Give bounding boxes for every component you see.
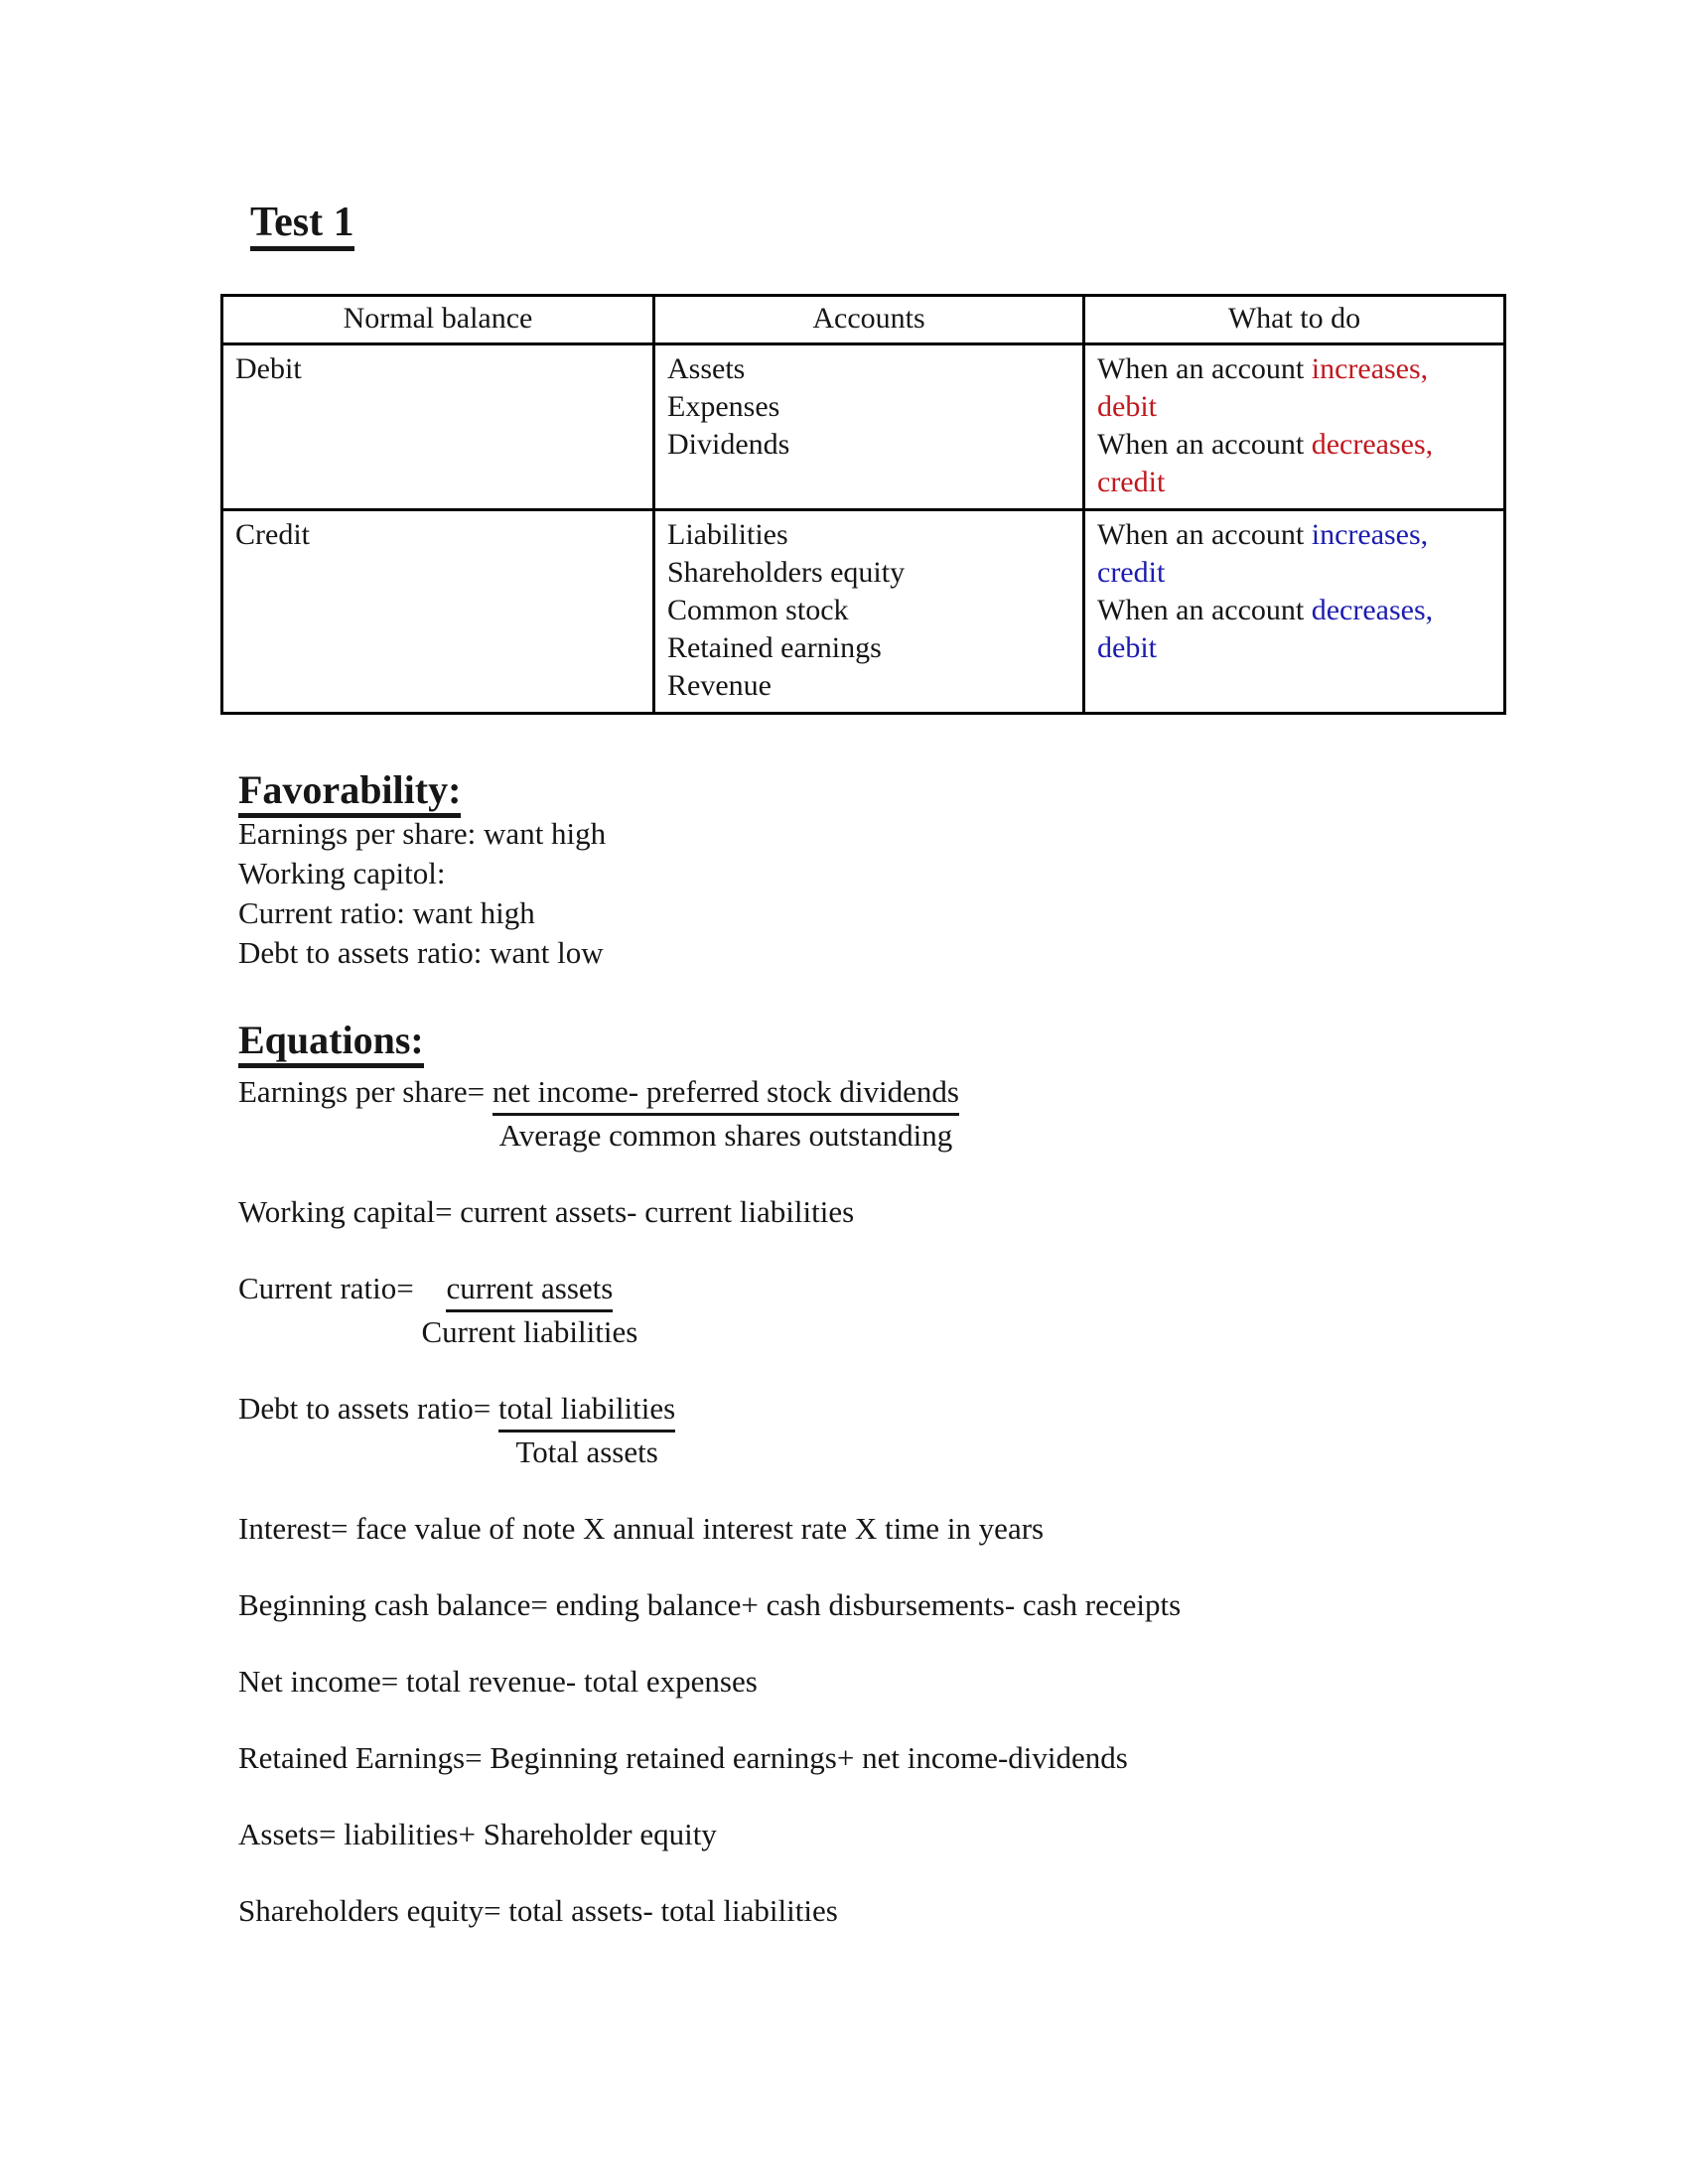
rule-action: debit [1097,390,1157,423]
equation-label: Earnings per share= [238,1074,492,1109]
normal-balance-value: Credit [235,518,310,551]
favorability-heading [238,766,1688,814]
equation-net-income: Net income= total revenue- total expenses [238,1664,758,1699]
account-item: Expenses [667,390,780,423]
rule-text [1097,350,1491,388]
equation-current-ratio [238,1269,1688,1352]
equation-label: Debt to assets ratio= [238,1391,498,1426]
rule-text [1097,426,1491,464]
favorability-item: Earnings per share: want high [238,816,607,851]
account-item: Shareholders equity [667,556,906,589]
equations-heading [238,1017,1688,1064]
equation-beginning-cash: Beginning cash balance= ending balance+ cash disbursements- cash receipts [238,1587,1182,1622]
table-row-debit [222,344,1505,510]
account-item: Liabilities [667,518,788,551]
rule-keyword: decreases, [1311,428,1434,461]
equation-fraction [492,1072,959,1156]
equation-eps [238,1072,1688,1156]
rule-prefix: When an account [1097,428,1312,461]
fraction-denominator: Current liabilities [421,1314,638,1349]
favorability-item: Working capitol: [238,856,446,890]
rule-keyword: increases, [1311,518,1429,551]
favorability-list [238,814,1688,973]
col-header-what-to-do: What to do [1084,296,1505,344]
rule-text [1097,592,1491,629]
fraction-numerator: net income- preferred stock dividends [492,1072,959,1116]
normal-balance-cell [222,510,654,714]
favorability-item: Debt to assets ratio: want low [238,935,604,970]
accounts-table [220,294,1506,715]
account-item: Revenue [667,669,772,702]
equation-shareholders-equity: Shareholders equity= total assets- total liabilities [238,1893,838,1928]
equation-working-capital: Working capital= current assets- current liabilities [238,1194,855,1229]
equation-interest: Interest= face value of note X annual interest rate X time in years [238,1511,1045,1546]
favorability-heading-text: Favorability: [238,767,461,818]
page-title-text: Test 1 [250,200,354,251]
equations-heading-text: Equations: [238,1018,424,1068]
normal-balance-cell [222,344,654,510]
col-header-normal-balance: Normal balance [222,296,654,344]
rule-action: credit [1097,466,1166,498]
rule-keyword: increases, [1311,352,1429,385]
equation-fraction [498,1389,675,1472]
rule-keyword: decreases, [1311,594,1434,626]
table-header-row [222,296,1505,344]
equations-list [238,1072,1688,1931]
rule-action: credit [1097,556,1166,589]
rule-action: debit [1097,631,1157,664]
what-to-do-cell [1084,344,1505,510]
accounts-cell [654,344,1084,510]
col-header-accounts: Accounts [654,296,1084,344]
account-item: Assets [667,352,746,385]
rule-prefix: When an account [1097,352,1312,385]
equation-assets: Assets= liabilities+ Shareholder equity [238,1817,717,1851]
equation-label: Current ratio= [238,1271,422,1305]
fraction-denominator: Total assets [515,1434,658,1469]
accounts-cell [654,510,1084,714]
page-title [250,199,1688,246]
favorability-item: Current ratio: want high [238,895,535,930]
fraction-denominator: Average common shares outstanding [498,1118,953,1153]
rule-prefix: When an account [1097,594,1312,626]
fraction-numerator: current assets [446,1269,613,1312]
fraction-numerator: total liabilities [498,1389,675,1433]
account-item: Common stock [667,594,849,626]
table-row-credit [222,510,1505,714]
equation-debt-to-assets [238,1389,1688,1472]
account-item: Retained earnings [667,631,882,664]
normal-balance-value: Debit [235,352,302,385]
rule-text [1097,516,1491,554]
equation-fraction [422,1269,638,1352]
rule-prefix: When an account [1097,518,1312,551]
account-item: Dividends [667,428,790,461]
what-to-do-cell [1084,510,1505,714]
equation-retained-earnings: Retained Earnings= Beginning retained earnings+ net income-dividends [238,1740,1128,1775]
